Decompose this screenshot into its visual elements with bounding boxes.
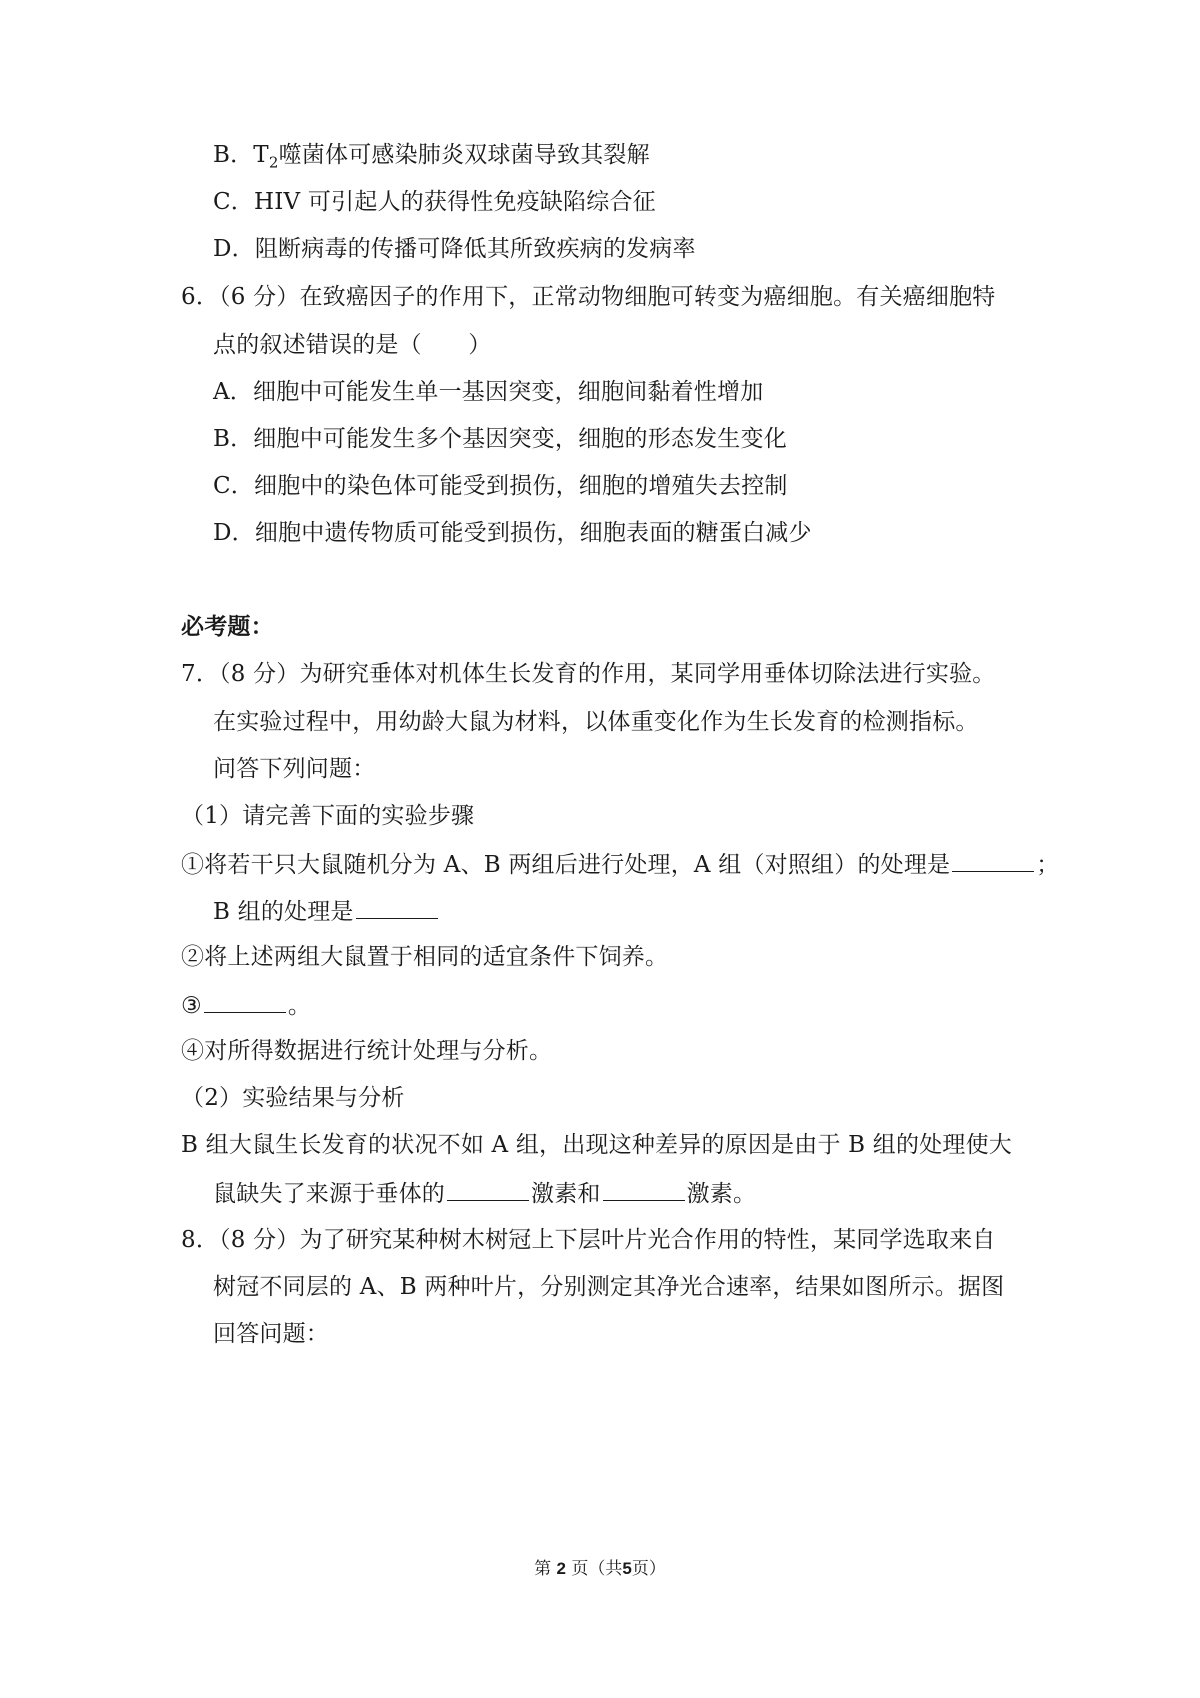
q5-option-c: C．HIV 可引起人的获得性免疫缺陷综合征	[213, 189, 656, 215]
q5-option-b-subscript: 2	[268, 153, 279, 172]
q7-stem-line3: 问答下列问题：	[213, 756, 376, 782]
q7-step4: ④对所得数据进行统计处理与分析。	[181, 1038, 553, 1064]
page-footer	[0, 1557, 1200, 1581]
q6-option-a: A．细胞中可能发生单一基因突变，细胞间黏着性增加	[213, 379, 764, 405]
q6-option-b: B．细胞中可能发生多个基因突变，细胞的形态发生变化	[213, 426, 787, 452]
q7-part1-heading: （1）请完善下面的实验步骤	[181, 803, 475, 829]
q7-result-line1: B 组大鼠生长发育的状况不如 A 组，出现这种差异的原因是由于 B 组的处理使大	[181, 1132, 1012, 1158]
q5-option-d: D．阻断病毒的传播可降低其所致疾病的发病率	[213, 236, 696, 262]
q5-option-b-pre: B．T	[213, 142, 269, 168]
footer-total-pages: 5	[622, 1559, 632, 1578]
q7-result-line2	[213, 1176, 756, 1210]
q7-step1b-text: B 组的处理是	[213, 899, 354, 925]
q5-option-b	[213, 139, 650, 171]
q7-stem-line1: 7．（8 分）为研究垂体对机体生长发育的作用，某同学用垂体切除法进行实验。	[181, 661, 996, 687]
q6-stem-line2: 点的叙述错误的是（ ）	[213, 332, 492, 358]
footer-mid: 页（共	[571, 1559, 623, 1579]
q7-step3	[181, 988, 311, 1022]
q7-step2: ②将上述两组大鼠置于相同的适宜条件下饲养。	[181, 944, 669, 970]
q7-blank-2[interactable]	[356, 894, 438, 919]
q7-step1-end: ；	[1036, 852, 1060, 878]
q7-blank-1[interactable]	[952, 847, 1034, 872]
section-title: 必考题：	[181, 613, 274, 640]
q7-blank-5[interactable]	[603, 1176, 685, 1201]
q7-step1-text: ①将若干只大鼠随机分为 A、B 两组后进行处理，A 组（对照组）的处理是	[181, 852, 951, 878]
q7-blank-3[interactable]	[204, 988, 286, 1013]
q7-stem-line2: 在实验过程中，用幼龄大鼠为材料，以体重变化作为生长发育的检测指标。	[213, 709, 979, 735]
q7-step3-end: 。	[287, 993, 312, 1019]
q7-result-line2-pre: 鼠缺失了来源于垂体的	[213, 1181, 445, 1207]
q6-stem-line1: 6．（6 分）在致癌因子的作用下，正常动物细胞可转变为癌细胞。有关癌细胞特	[181, 284, 996, 310]
q8-stem-line2: 树冠不同层的 A、B 两种叶片，分别测定其净光合速率，结果如图所示。据图	[213, 1274, 1005, 1300]
q7-step3-marker: ③	[181, 993, 202, 1019]
footer-post: 页）	[631, 1559, 666, 1579]
q7-part2-heading: （2）实验结果与分析	[181, 1085, 405, 1111]
footer-pre: 第	[534, 1559, 552, 1579]
q7-result-line2-mid: 激素和	[531, 1181, 601, 1207]
q5-option-b-post: 噬菌体可感染肺炎双球菌导致其裂解	[278, 142, 650, 168]
q6-option-d: D．细胞中遗传物质可能受到损伤，细胞表面的糖蛋白减少	[213, 520, 812, 546]
footer-page-number: 2	[556, 1559, 566, 1578]
q8-stem-line1: 8．（8 分）为了研究某种树木树冠上下层叶片光合作用的特性，某同学选取来自	[181, 1227, 996, 1253]
q7-step1b	[213, 894, 440, 928]
q7-result-line2-post: 激素。	[686, 1181, 757, 1207]
q6-option-c: C．细胞中的染色体可能受到损伤，细胞的增殖失去控制	[213, 473, 788, 499]
q7-blank-4[interactable]	[447, 1176, 529, 1201]
q7-step1	[181, 847, 1059, 881]
q8-stem-line3: 回答问题：	[213, 1321, 329, 1347]
